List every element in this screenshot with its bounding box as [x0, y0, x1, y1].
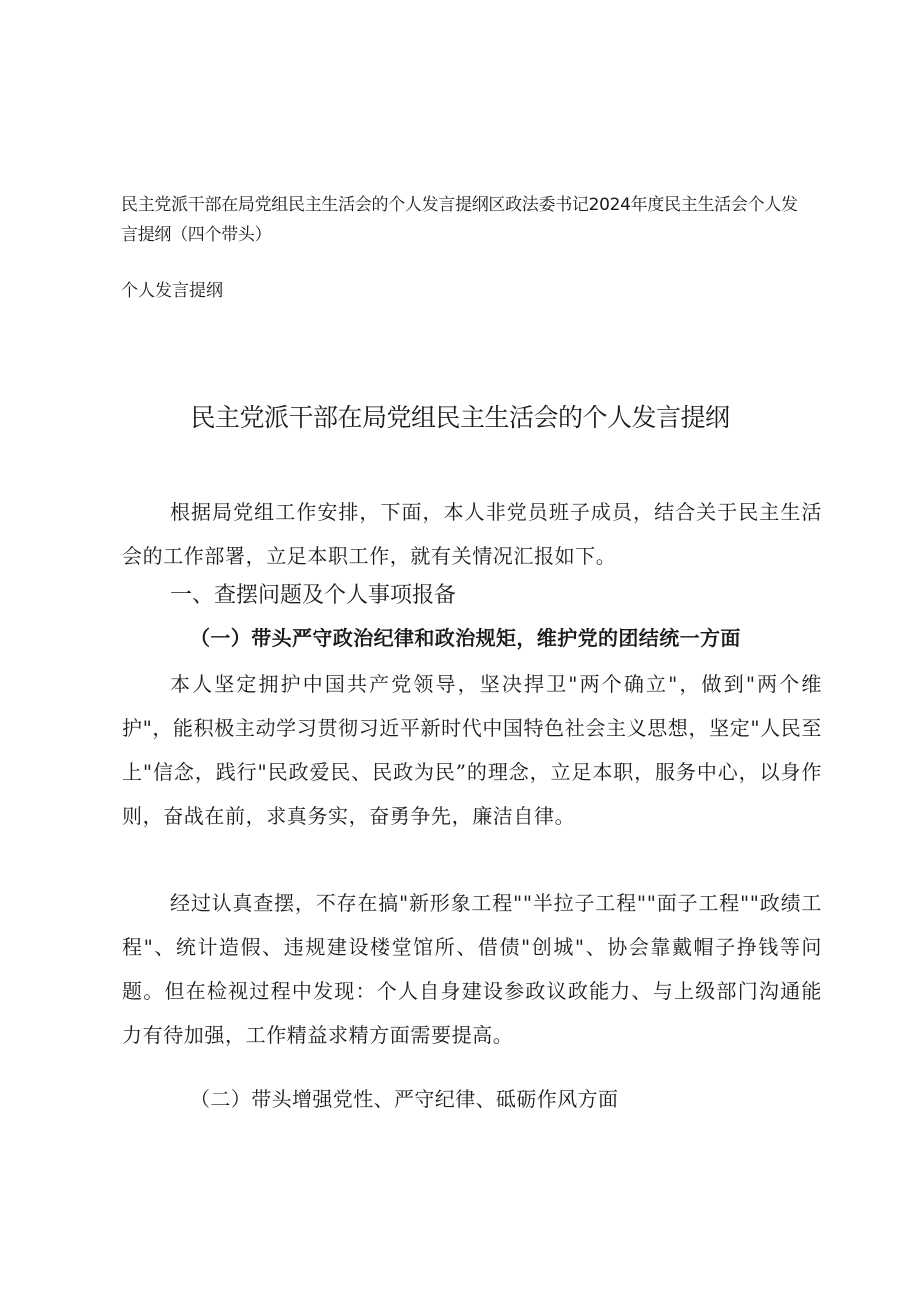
main-heading: 民主党派干部在局党组民主生活会的个人发言提纲 [190, 403, 730, 432]
document-subtitle: 个人发言提纲 [121, 281, 223, 301]
paragraph-2: 经过认真查摆，不存在搞"新形象工程""半拉子工程""面子工程""政绩工程"、统计造假、违规建设楼堂馆所、借债"创城"、协会靠戴帽子挣钱等问题。但在检视过程中发现：个人自身建设参政议政能力、与上级部门沟通能力有待加强，工作精益求精方面需要提高。 [122, 891, 822, 1047]
document-title: 民主党派干部在局党组民主生活会的个人发言提纲区政法委书记2024年度民主生活会个人发言提纲（四个带头） [121, 195, 798, 245]
paragraph-1: 本人坚定拥护中国共产党领导，坚决捍卫"两个确立"，做到"两个维护"，能积极主动学习贯彻习近平新时代中国特色社会主义思想，坚定"人民至上"信念，践行"民政爱民、民政为民”的理念，立足本职，服务中心，以身作则，奋战在前，求真务实，奋勇争先，廉洁自律。 [122, 672, 822, 828]
intro-paragraph: 根据局党组工作安排，下面，本人非党员班子成员，结合关于民主生活会的工作部署，立足本职工作，就有关情况汇报如下。 [122, 500, 822, 568]
subsection-heading-2: （二）带头增强党性、严守纪律、砥砺作风方面 [190, 1087, 619, 1111]
section-heading-1: 一、查摆问题及个人事项报备 [170, 583, 457, 608]
subsection-heading-1: （一）带头严守政治纪律和政治规矩，维护党的团结统一方面 [190, 626, 741, 650]
